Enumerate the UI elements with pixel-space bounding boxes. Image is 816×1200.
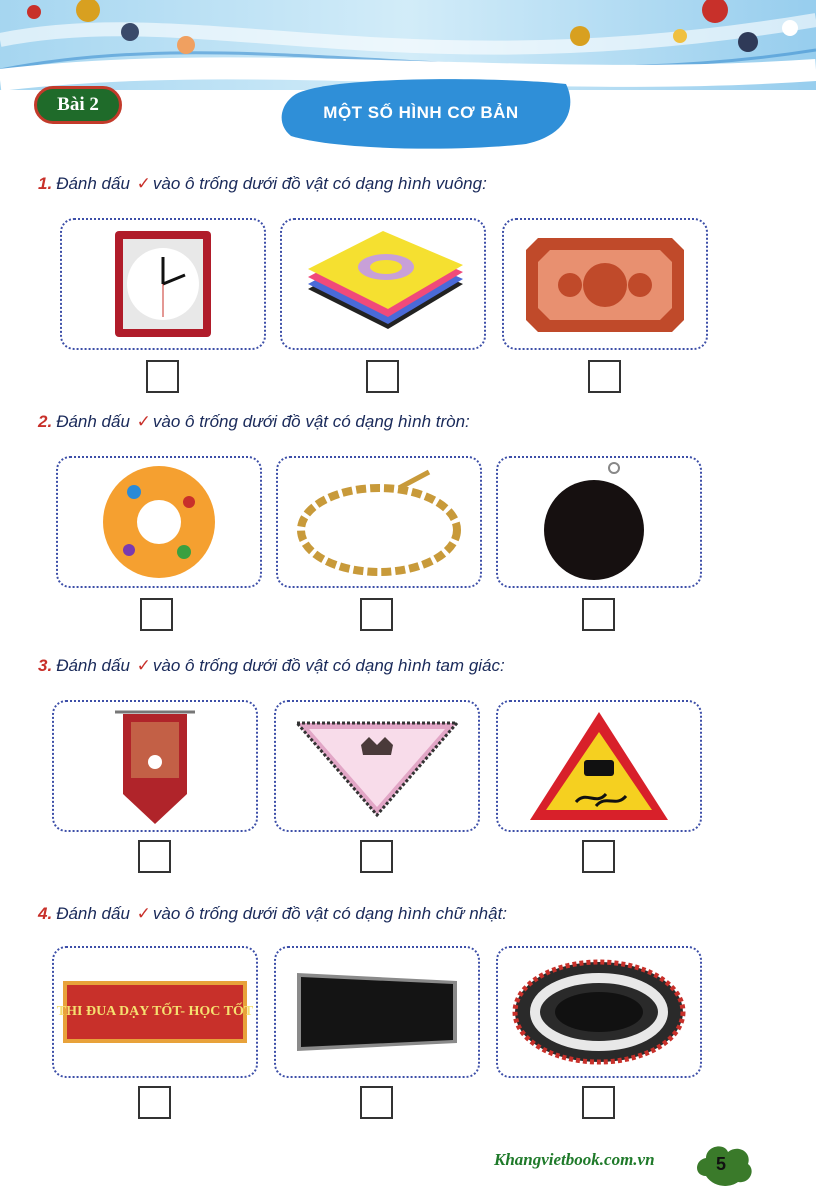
question-text-after: vào ô trống dưới đồ vật có dạng hình vuông: [152, 174, 487, 193]
card-slippery-road-sign [496, 700, 702, 832]
card-gold-chain-necklace [276, 456, 482, 588]
carved-wood-panel-icon [520, 232, 690, 337]
swim-ring-icon [94, 462, 224, 582]
wall-clock-icon [93, 227, 233, 342]
page-number: 5 [715, 1153, 726, 1174]
answer-checkbox[interactable] [582, 598, 615, 631]
card-swim-ring [56, 456, 262, 588]
blackboard-icon [287, 967, 467, 1057]
answer-checkbox[interactable] [138, 840, 171, 873]
answer-checkbox[interactable] [360, 840, 393, 873]
card-blackboard [274, 946, 480, 1078]
answer-checkbox[interactable] [582, 1086, 615, 1119]
gold-chain-necklace-icon [289, 462, 469, 582]
question-3 [38, 656, 505, 676]
question-1 [38, 174, 487, 194]
question-2 [38, 412, 470, 432]
card-wall-clock [60, 218, 266, 350]
checkmark-icon: ✓ [136, 412, 151, 431]
triangle-cushion-icon [287, 711, 467, 821]
question-text-after: vào ô trống dưới đồ vật có dạng hình tam giác: [152, 656, 505, 675]
question-text-before: Đánh dấu [56, 412, 130, 431]
oval-rug-icon [509, 957, 689, 1067]
slippery-road-sign-icon [524, 706, 674, 826]
card-banner-sign [52, 946, 258, 1078]
question-text-before: Đánh dấu [56, 174, 130, 193]
checkmark-icon: ✓ [136, 174, 151, 193]
answer-checkbox[interactable] [146, 360, 179, 393]
question-number: 1. [38, 174, 53, 193]
card-oval-rug [496, 946, 702, 1078]
foam-puzzle-mat-icon [298, 229, 468, 339]
round-black-mirror-icon [534, 460, 664, 585]
answer-checkbox[interactable] [360, 1086, 393, 1119]
card-foam-puzzle-mat [280, 218, 486, 350]
checkmark-icon: ✓ [136, 656, 151, 675]
pennant-flag-icon [95, 704, 215, 829]
answer-checkbox[interactable] [588, 360, 621, 393]
answer-checkbox[interactable] [366, 360, 399, 393]
card-carved-wood-panel [502, 218, 708, 350]
card-pennant-flag [52, 700, 258, 832]
page-title: MỘT SỐ HÌNH CƠ BẢN [323, 103, 519, 122]
question-text-after: vào ô trống dưới đồ vật có dạng hình tròn: [152, 412, 470, 431]
answer-checkbox[interactable] [138, 1086, 171, 1119]
banner-sign-icon [56, 981, 254, 1043]
answer-checkbox[interactable] [140, 598, 173, 631]
question-number: 2. [38, 412, 53, 431]
lesson-badge: Bài 2 [34, 86, 122, 124]
question-number: 4. [38, 904, 53, 923]
question-text-after: vào ô trống dưới đồ vật có dạng hình chữ nhật: [152, 904, 508, 923]
answer-checkbox[interactable] [360, 598, 393, 631]
answer-checkbox[interactable] [582, 840, 615, 873]
footer-website: Khangvietbook.com.vn [494, 1150, 655, 1169]
card-round-black-mirror [496, 456, 702, 588]
question-number: 3. [38, 656, 53, 675]
card-triangle-cushion [274, 700, 480, 832]
question-4 [38, 904, 507, 924]
question-text-before: Đánh dấu [56, 656, 130, 675]
checkmark-icon: ✓ [136, 904, 151, 923]
banner-text: THI ĐUA DẠY TỐT- HỌC TỐT [56, 1004, 254, 1019]
question-text-before: Đánh dấu [56, 904, 130, 923]
